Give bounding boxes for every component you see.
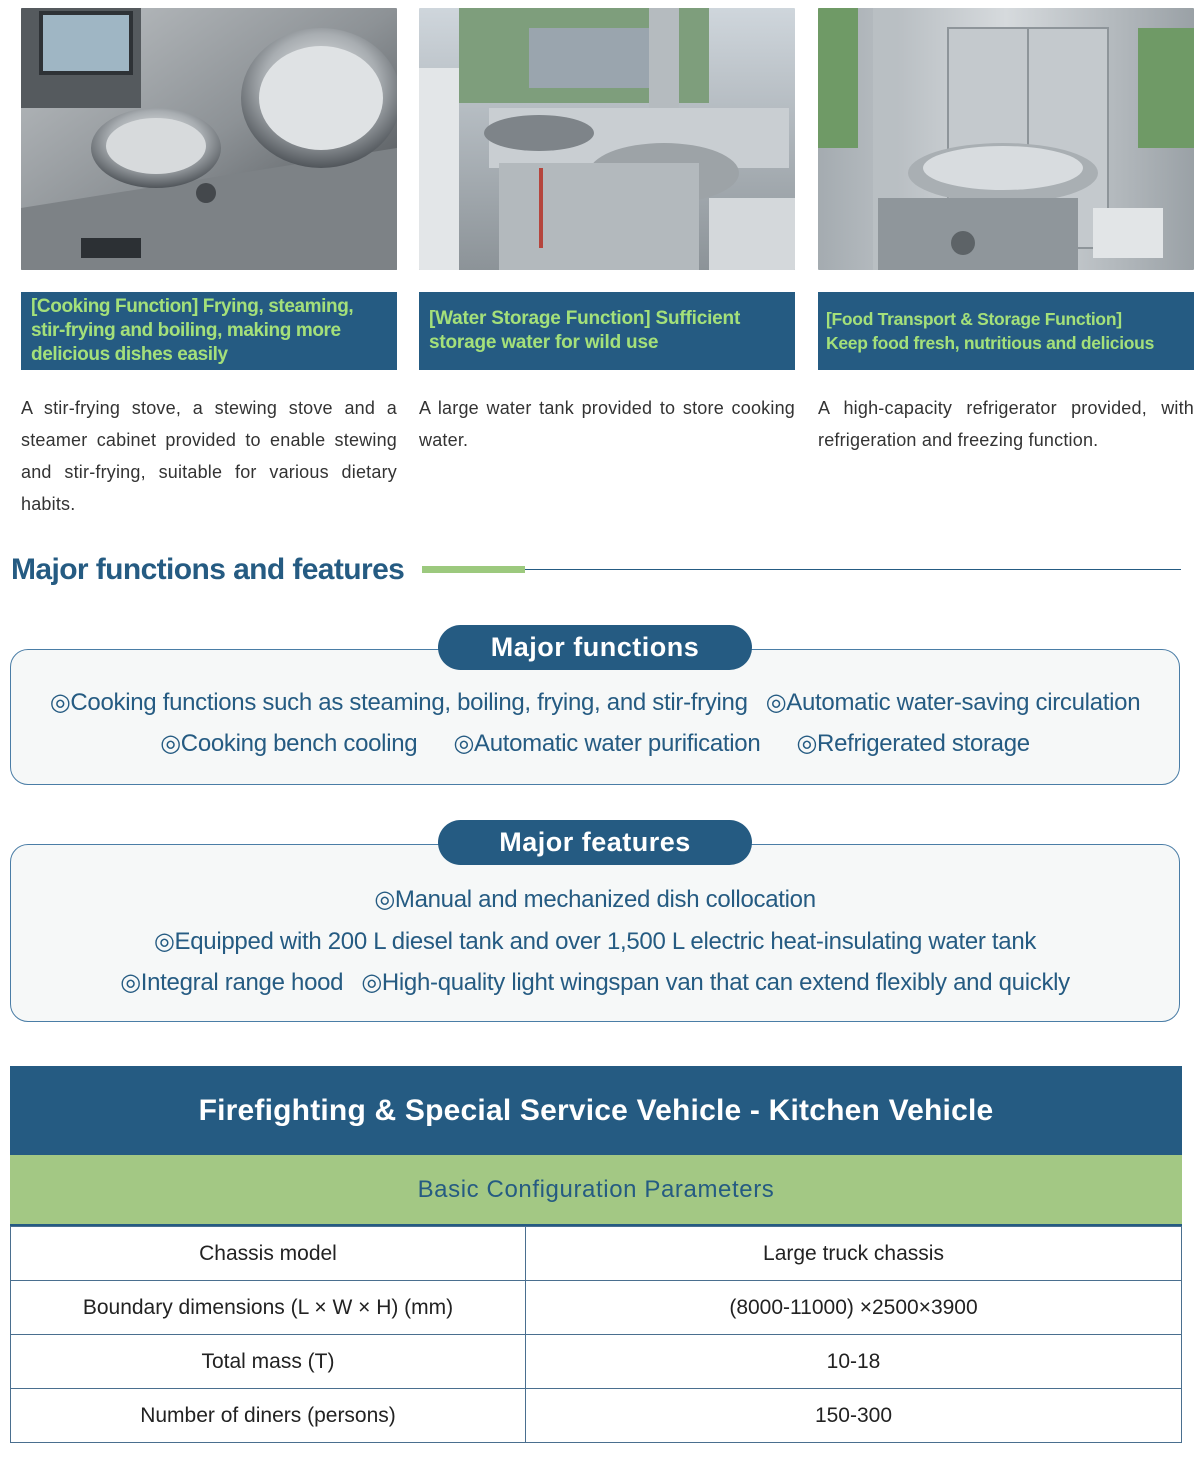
spec-table-subtitle: Basic Configuration Parameters (10, 1155, 1182, 1226)
spec-value: Large truck chassis (526, 1227, 1182, 1281)
spec-value: 150-300 (526, 1389, 1182, 1443)
spec-key: Boundary dimensions (L × W × H) (mm) (11, 1281, 526, 1335)
table-row (11, 1389, 1182, 1443)
spec-value: (8000-11000) ×2500×3900 (526, 1281, 1182, 1335)
cooking-stove-photo (21, 8, 397, 270)
function-item: ◎Automatic water purification (453, 730, 761, 757)
spec-value: 10-18 (526, 1335, 1182, 1389)
section-title: Major functions and features (11, 553, 405, 586)
major-features-line-1 (10, 885, 1180, 914)
spec-key: Chassis model (11, 1227, 526, 1281)
feature-item: ◎Manual and mechanized dish collocation (374, 886, 816, 913)
function-item: ◎Automatic water-saving circulation (765, 689, 1141, 716)
table-row (11, 1335, 1182, 1389)
refrigerator-photo (818, 8, 1194, 270)
major-features-line-2 (10, 927, 1180, 956)
function-item: ◎Refrigerated storage (796, 730, 1030, 757)
major-features-title: Major features (438, 820, 752, 865)
major-functions-line-1 (10, 688, 1180, 717)
table-row (11, 1227, 1182, 1281)
water-storage-caption: [Water Storage Function] Sufficient storage water for wild use (419, 292, 795, 370)
spec-table-title: Firefighting & Special Service Vehicle - Kitchen Vehicle (10, 1066, 1182, 1155)
water-storage-description: A large water tank provided to store cooking water. (419, 398, 795, 450)
table-row (11, 1281, 1182, 1335)
cooking-function-description: A stir-frying stove, a stewing stove and a steamer cabinet provided to enable stewing and stir-frying, suitable for various dietary habits. (21, 398, 397, 514)
function-item: ◎Cooking functions such as steaming, boiling, frying, and stir-frying (49, 689, 748, 716)
water-storage-photo (419, 8, 795, 270)
section-title-rule (422, 569, 1181, 570)
major-functions-line-2 (10, 729, 1180, 758)
major-features-line-3 (10, 968, 1180, 997)
major-functions-title: Major functions (438, 625, 752, 670)
feature-item: ◎Integral range hood (120, 969, 344, 996)
spec-key: Number of diners (persons) (11, 1389, 526, 1443)
food-storage-caption: [Food Transport & Storage Function] Keep food fresh, nutritious and delicious (818, 292, 1194, 370)
cooking-function-caption: [Cooking Function] Frying, steaming, stir-frying and boiling, making more delicious dishes easily (21, 292, 397, 370)
spec-table (10, 1226, 1182, 1443)
food-storage-description: A high-capacity refrigerator provided, with refrigeration and freezing function. (818, 398, 1194, 450)
spec-key: Total mass (T) (11, 1335, 526, 1389)
section-title-accent (422, 566, 525, 573)
feature-item: ◎Equipped with 200 L diesel tank and over 1,500 L electric heat-insulating water tank (153, 928, 1037, 955)
feature-item: ◎High-quality light wingspan van that can extend flexibly and quickly (361, 969, 1070, 996)
function-item: ◎Cooking bench cooling (160, 730, 418, 757)
